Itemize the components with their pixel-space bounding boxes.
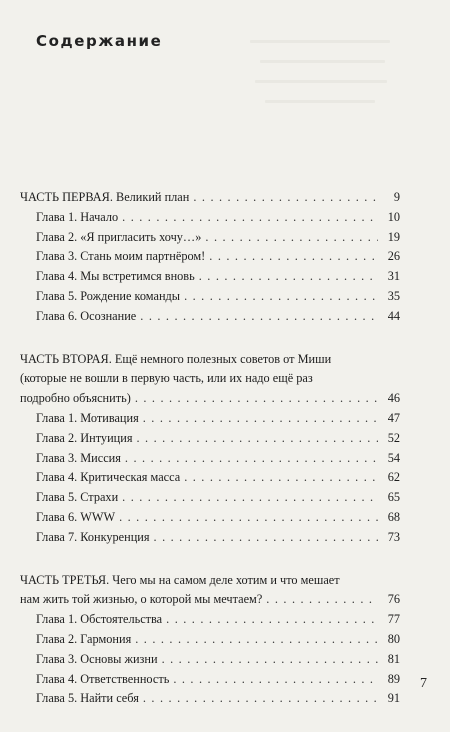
toc-page-number: 19 [387,229,400,244]
dot-leader [140,307,378,327]
toc-page-number: 62 [387,470,400,485]
page-title: Содержание [36,32,163,50]
toc-part-title: ЧАСТЬ ВТОРАЯ. Ещё немного полезных советов от Миши [20,351,332,366]
toc-chapter[interactable] [20,508,400,528]
show-through-line [250,40,390,43]
dot-leader [266,590,378,610]
toc-chapter-title: Глава 1. Обстоятельства [36,612,163,627]
toc-chapter-title: Глава 6. WWW [36,509,116,524]
dot-leader [166,610,378,630]
toc-part-heading[interactable] [20,590,400,610]
toc-part-heading[interactable] [20,188,400,208]
toc-chapter[interactable] [20,630,400,650]
toc-page-number: 68 [387,509,400,524]
table-of-contents [20,188,400,732]
toc-chapter-title: Глава 1. Мотивация [36,410,139,425]
toc-chapter-title: Глава 3. Основы жизни [36,651,158,666]
toc-chapter[interactable] [20,247,400,267]
toc-chapter[interactable] [20,307,400,327]
toc-chapter[interactable] [20,610,400,630]
toc-part-title: подробно объяснить) [20,391,131,406]
toc-chapter-title: Глава 4. Ответственность [36,671,170,686]
toc-page-number: 65 [387,490,400,505]
toc-chapter[interactable] [20,228,400,248]
toc-chapter-title: Глава 3. Стань моим партнёром! [36,249,206,264]
dot-leader [136,429,378,449]
toc-page-number: 10 [387,209,400,224]
toc-chapter[interactable] [20,208,400,228]
toc-part-title: (которые не вошли в первую часть, или их надо ещё раз [20,371,313,386]
show-through-line [260,60,385,63]
toc-page-number: 76 [387,592,400,607]
toc-chapter-title: Глава 5. Страхи [36,490,119,505]
toc-chapter[interactable] [20,528,400,548]
toc-page-number: 73 [387,529,400,544]
toc-part-title: нам жить той жизнью, о которой мы мечтаем? [20,592,263,607]
toc-chapter-title: Глава 2. «Я пригласить хочу…» [36,229,202,244]
toc-chapter-title: Глава 5. Найти себя [36,691,139,706]
show-through-line [265,100,375,103]
toc-part-title: ЧАСТЬ ПЕРВАЯ. Великий план [20,190,190,204]
dot-leader [122,488,378,508]
toc-part [20,571,400,710]
dot-leader [184,468,378,488]
page-number: 7 [420,676,427,691]
toc-chapter[interactable] [20,689,400,709]
toc-chapter[interactable] [20,449,400,469]
toc-page-number: 89 [387,671,400,686]
toc-part-heading[interactable] [20,389,400,409]
toc-chapter-title: Глава 4. Критическая масса [36,470,181,485]
toc-chapter[interactable] [20,409,400,429]
dot-leader [193,188,378,208]
toc-chapter-title: Глава 2. Интуиция [36,430,133,445]
toc-chapter[interactable] [20,670,400,690]
toc-page-number: 80 [387,631,400,646]
toc-page-number: 77 [387,612,400,627]
dot-leader [125,449,378,469]
dot-leader [143,689,378,709]
toc-page-number: 9 [393,190,400,204]
show-through-line [255,80,387,83]
toc-chapter-title: Глава 4. Мы встретимся вновь [36,269,195,284]
toc-chapter[interactable] [20,287,400,307]
toc-chapter[interactable] [20,650,400,670]
dot-leader [173,670,378,690]
dot-leader [119,508,378,528]
toc-chapter[interactable] [20,488,400,508]
dot-leader [135,630,378,650]
toc-chapter[interactable] [20,267,400,287]
toc-page-number: 46 [387,391,400,406]
dot-leader [143,409,378,429]
dot-leader [209,247,378,267]
toc-page-number: 26 [387,249,400,264]
dot-leader [199,267,378,287]
dot-leader [184,287,378,307]
dot-leader [154,528,378,548]
toc-page-number: 81 [387,651,400,666]
toc-chapter-title: Глава 3. Миссия [36,450,121,465]
toc-chapter-title: Глава 2. Гармония [36,631,132,646]
toc-page-number: 52 [387,430,400,445]
toc-part-title: ЧАСТЬ ТРЕТЬЯ. Чего мы на самом деле хотим и что мешает [20,572,340,587]
toc-page-number: 31 [387,269,400,284]
toc-chapter-title: Глава 5. Рождение команды [36,288,181,303]
toc-page-number: 91 [387,691,400,706]
toc-chapter[interactable] [20,429,400,449]
toc-page-number: 54 [387,450,400,465]
toc-part [20,188,400,327]
dot-leader [162,650,378,670]
toc-page-number: 47 [387,410,400,425]
toc-page-number: 44 [387,308,400,323]
dot-leader [122,208,378,228]
dot-leader [205,228,378,248]
toc-chapter-title: Глава 1. Начало [36,209,119,224]
toc-chapter[interactable] [20,468,400,488]
toc-part [20,350,400,548]
toc-chapter-title: Глава 6. Осознание [36,308,137,323]
dot-leader [135,389,378,409]
toc-chapter-title: Глава 7. Конкуренция [36,529,150,544]
toc-page-number: 35 [387,288,400,303]
